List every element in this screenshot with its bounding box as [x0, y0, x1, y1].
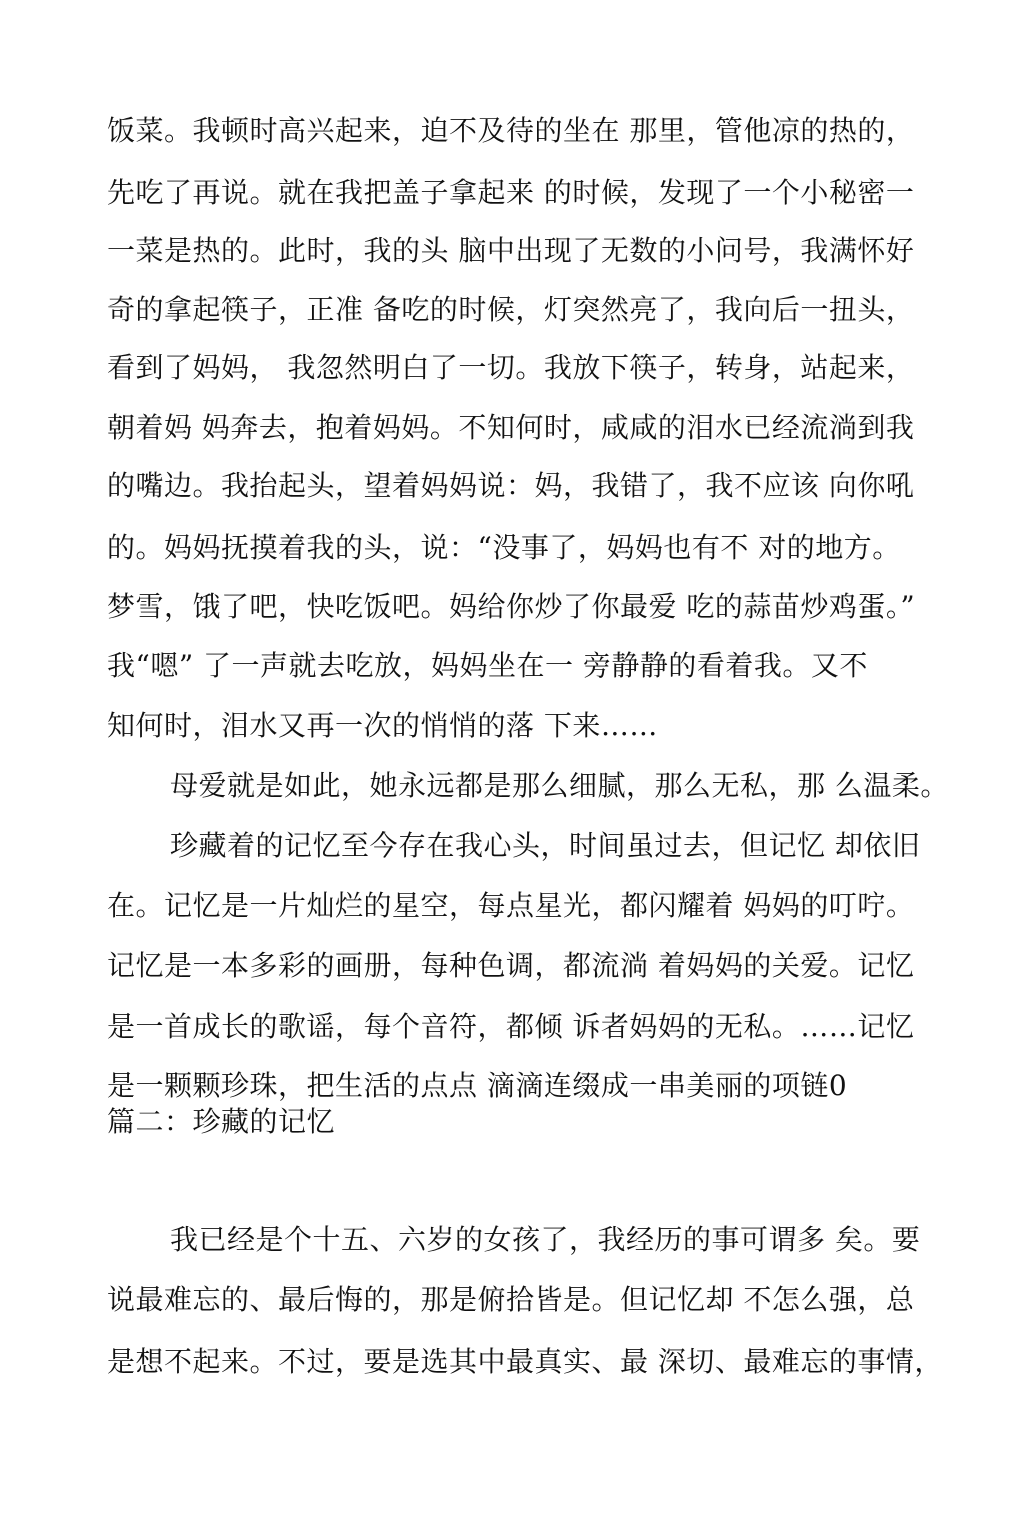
text-line: 先吃了再说。就在我把盖子拿起来 的时候，发现了一个小秘密一 [107, 176, 915, 209]
text-line: 珍藏着的记忆至今存在我心头，时间虽过去，但记忆 却依旧 [170, 829, 921, 862]
text-line: 在。记忆是一片灿烂的星空，每点星光，都闪耀着 妈妈的叮咛。 [107, 889, 915, 922]
text-line: 是一首成长的歌谣，每个音符，都倾 诉者妈妈的无私。……记忆 [107, 1010, 915, 1043]
text-line: 知何时，泪水又再一次的悄悄的落 下来…… [107, 709, 658, 742]
text-line: 记忆是一本多彩的画册，每种色调，都流淌 着妈妈的关爱。记忆 [107, 949, 915, 982]
text-line: 奇的拿起筷子，正准 备吃的时候，灯突然亮了，我向后一扭头， [107, 293, 915, 326]
text-line: 饭菜。我顿时高兴起来，迫不及待的坐在 那里，管他凉的热的， [107, 114, 915, 147]
text-line: 的。妈妈抚摸着我的头，说：“没事了，妈妈也有不 对的地方。 [107, 531, 901, 564]
text-line: 是想不起来。不过，要是选其中最真实、最 深切、最难忘的事情， [107, 1345, 943, 1378]
text-line: 说最难忘的、最后悔的，那是俯拾皆是。但记忆却 不怎么强，总 [107, 1283, 915, 1316]
text-line: 我“嗯” 了一声就去吃放，妈妈坐在一 旁静静的看着我。又不 [107, 649, 868, 682]
text-line: 母爱就是如此，她永远都是那么细腻，那么无私，那 么温柔。 [170, 769, 949, 802]
text-line: 一菜是热的。此时，我的头 脑中出现了无数的小问号，我满怀好 [107, 234, 915, 267]
text-line: 是一颗颗珍珠，把生活的点点 滴滴连缀成一串美丽的项链0 [107, 1069, 848, 1102]
text-line: 朝着妈 妈奔去，抱着妈妈。不知何时，咸咸的泪水已经流淌到我 [107, 411, 915, 444]
text-line: 我已经是个十五、六岁的女孩了，我经历的事可谓多 矣。要 [170, 1223, 921, 1256]
text-line: 的嘴边。我抬起头，望着妈妈说：妈，我错了，我不应该 向你吼 [107, 469, 915, 502]
text-line: 梦雪，饿了吧，快吃饭吧。妈给你炒了你最爱 吃的蒜苗炒鸡蛋。” [107, 590, 916, 623]
section-title: 篇二：珍藏的记忆 [107, 1105, 336, 1138]
text-line: 看到了妈妈， 我忽然明白了一切。我放下筷子，转身，站起来， [107, 351, 915, 384]
